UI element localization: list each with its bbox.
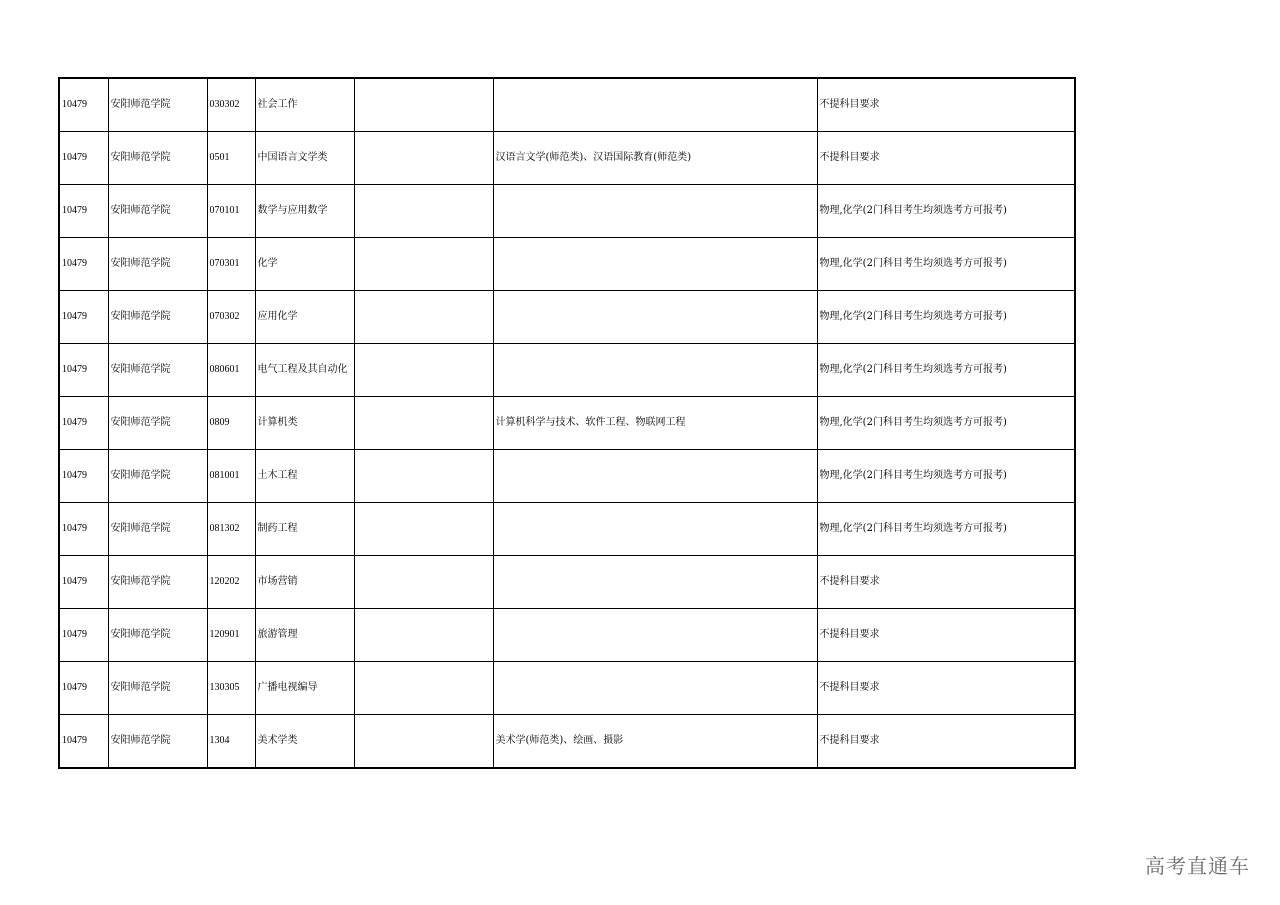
subject-requirement-cell: 物理,化学(2门科目考生均须选考方可报考) — [817, 238, 1075, 291]
major-name-cell: 应用化学 — [255, 291, 354, 344]
school-name-cell: 安阳师范学院 — [108, 78, 207, 132]
school-code-cell: 10479 — [59, 715, 108, 769]
table-row — [59, 291, 1075, 344]
major-name-cell: 数学与应用数学 — [255, 185, 354, 238]
major-code-cell: 081302 — [207, 503, 255, 556]
included-majors-cell — [493, 344, 817, 397]
school-name-cell: 安阳师范学院 — [108, 185, 207, 238]
table-row — [59, 556, 1075, 609]
table-row — [59, 397, 1075, 450]
table-body — [59, 78, 1075, 768]
major-name-cell: 计算机类 — [255, 397, 354, 450]
included-majors-cell — [493, 78, 817, 132]
school-code-cell: 10479 — [59, 556, 108, 609]
major-code-cell: 0809 — [207, 397, 255, 450]
major-name-cell: 市场营销 — [255, 556, 354, 609]
major-name-cell: 电气工程及其自动化 — [255, 344, 354, 397]
school-name-cell: 安阳师范学院 — [108, 344, 207, 397]
included-majors-cell: 计算机科学与技术、软件工程、物联网工程 — [493, 397, 817, 450]
table-row — [59, 662, 1075, 715]
subject-requirement-cell: 不提科目要求 — [817, 662, 1075, 715]
major-name-cell: 化学 — [255, 238, 354, 291]
subject-requirement-cell: 不提科目要求 — [817, 556, 1075, 609]
empty-cell — [354, 715, 493, 769]
school-name-cell: 安阳师范学院 — [108, 662, 207, 715]
table-row — [59, 238, 1075, 291]
school-code-cell: 10479 — [59, 503, 108, 556]
table-row — [59, 715, 1075, 769]
school-name-cell: 安阳师范学院 — [108, 132, 207, 185]
major-name-cell: 中国语言文学类 — [255, 132, 354, 185]
school-code-cell: 10479 — [59, 450, 108, 503]
empty-cell — [354, 556, 493, 609]
included-majors-cell — [493, 238, 817, 291]
major-subject-table — [58, 77, 1076, 769]
major-name-cell: 土木工程 — [255, 450, 354, 503]
included-majors-cell — [493, 291, 817, 344]
table-row — [59, 78, 1075, 132]
major-code-cell: 080601 — [207, 344, 255, 397]
school-code-cell: 10479 — [59, 185, 108, 238]
major-code-cell: 1304 — [207, 715, 255, 769]
empty-cell — [354, 78, 493, 132]
major-code-cell: 130305 — [207, 662, 255, 715]
empty-cell — [354, 662, 493, 715]
subject-requirement-cell: 不提科目要求 — [817, 715, 1075, 769]
subject-requirement-cell: 物理,化学(2门科目考生均须选考方可报考) — [817, 185, 1075, 238]
subject-requirement-cell: 物理,化学(2门科目考生均须选考方可报考) — [817, 503, 1075, 556]
included-majors-cell — [493, 185, 817, 238]
subject-requirement-cell: 物理,化学(2门科目考生均须选考方可报考) — [817, 291, 1075, 344]
included-majors-cell — [493, 609, 817, 662]
school-name-cell: 安阳师范学院 — [108, 450, 207, 503]
school-name-cell: 安阳师范学院 — [108, 238, 207, 291]
empty-cell — [354, 503, 493, 556]
major-code-cell: 0501 — [207, 132, 255, 185]
school-name-cell: 安阳师范学院 — [108, 609, 207, 662]
subject-requirement-cell: 不提科目要求 — [817, 78, 1075, 132]
school-name-cell: 安阳师范学院 — [108, 556, 207, 609]
school-name-cell: 安阳师范学院 — [108, 503, 207, 556]
school-code-cell: 10479 — [59, 238, 108, 291]
included-majors-cell — [493, 503, 817, 556]
major-name-cell: 制药工程 — [255, 503, 354, 556]
empty-cell — [354, 185, 493, 238]
watermark-logo-text: 高考直通车 — [1145, 854, 1250, 878]
major-code-cell: 081001 — [207, 450, 255, 503]
major-code-cell: 120202 — [207, 556, 255, 609]
major-name-cell: 美术学类 — [255, 715, 354, 769]
school-code-cell: 10479 — [59, 397, 108, 450]
table-row — [59, 609, 1075, 662]
major-code-cell: 070101 — [207, 185, 255, 238]
major-code-cell: 070302 — [207, 291, 255, 344]
empty-cell — [354, 238, 493, 291]
empty-cell — [354, 132, 493, 185]
school-name-cell: 安阳师范学院 — [108, 397, 207, 450]
major-name-cell: 旅游管理 — [255, 609, 354, 662]
empty-cell — [354, 344, 493, 397]
school-code-cell: 10479 — [59, 132, 108, 185]
table-row — [59, 450, 1075, 503]
school-code-cell: 10479 — [59, 609, 108, 662]
major-name-cell: 社会工作 — [255, 78, 354, 132]
subject-requirement-cell: 物理,化学(2门科目考生均须选考方可报考) — [817, 397, 1075, 450]
subject-requirement-cell: 不提科目要求 — [817, 609, 1075, 662]
table-row — [59, 132, 1075, 185]
empty-cell — [354, 609, 493, 662]
school-name-cell: 安阳师范学院 — [108, 291, 207, 344]
included-majors-cell — [493, 450, 817, 503]
subject-requirement-cell: 不提科目要求 — [817, 132, 1075, 185]
empty-cell — [354, 397, 493, 450]
empty-cell — [354, 450, 493, 503]
major-code-cell: 120901 — [207, 609, 255, 662]
school-code-cell: 10479 — [59, 344, 108, 397]
subject-requirement-cell: 物理,化学(2门科目考生均须选考方可报考) — [817, 450, 1075, 503]
major-name-cell: 广播电视编导 — [255, 662, 354, 715]
table-row — [59, 185, 1075, 238]
school-code-cell: 10479 — [59, 78, 108, 132]
school-code-cell: 10479 — [59, 662, 108, 715]
school-code-cell: 10479 — [59, 291, 108, 344]
major-code-cell: 030302 — [207, 78, 255, 132]
included-majors-cell — [493, 556, 817, 609]
major-code-cell: 070301 — [207, 238, 255, 291]
table-row — [59, 503, 1075, 556]
included-majors-cell: 汉语言文学(师范类)、汉语国际教育(师范类) — [493, 132, 817, 185]
empty-cell — [354, 291, 493, 344]
subject-requirement-cell: 物理,化学(2门科目考生均须选考方可报考) — [817, 344, 1075, 397]
included-majors-cell: 美术学(师范类)、绘画、摄影 — [493, 715, 817, 769]
school-name-cell: 安阳师范学院 — [108, 715, 207, 769]
table-row — [59, 344, 1075, 397]
included-majors-cell — [493, 662, 817, 715]
